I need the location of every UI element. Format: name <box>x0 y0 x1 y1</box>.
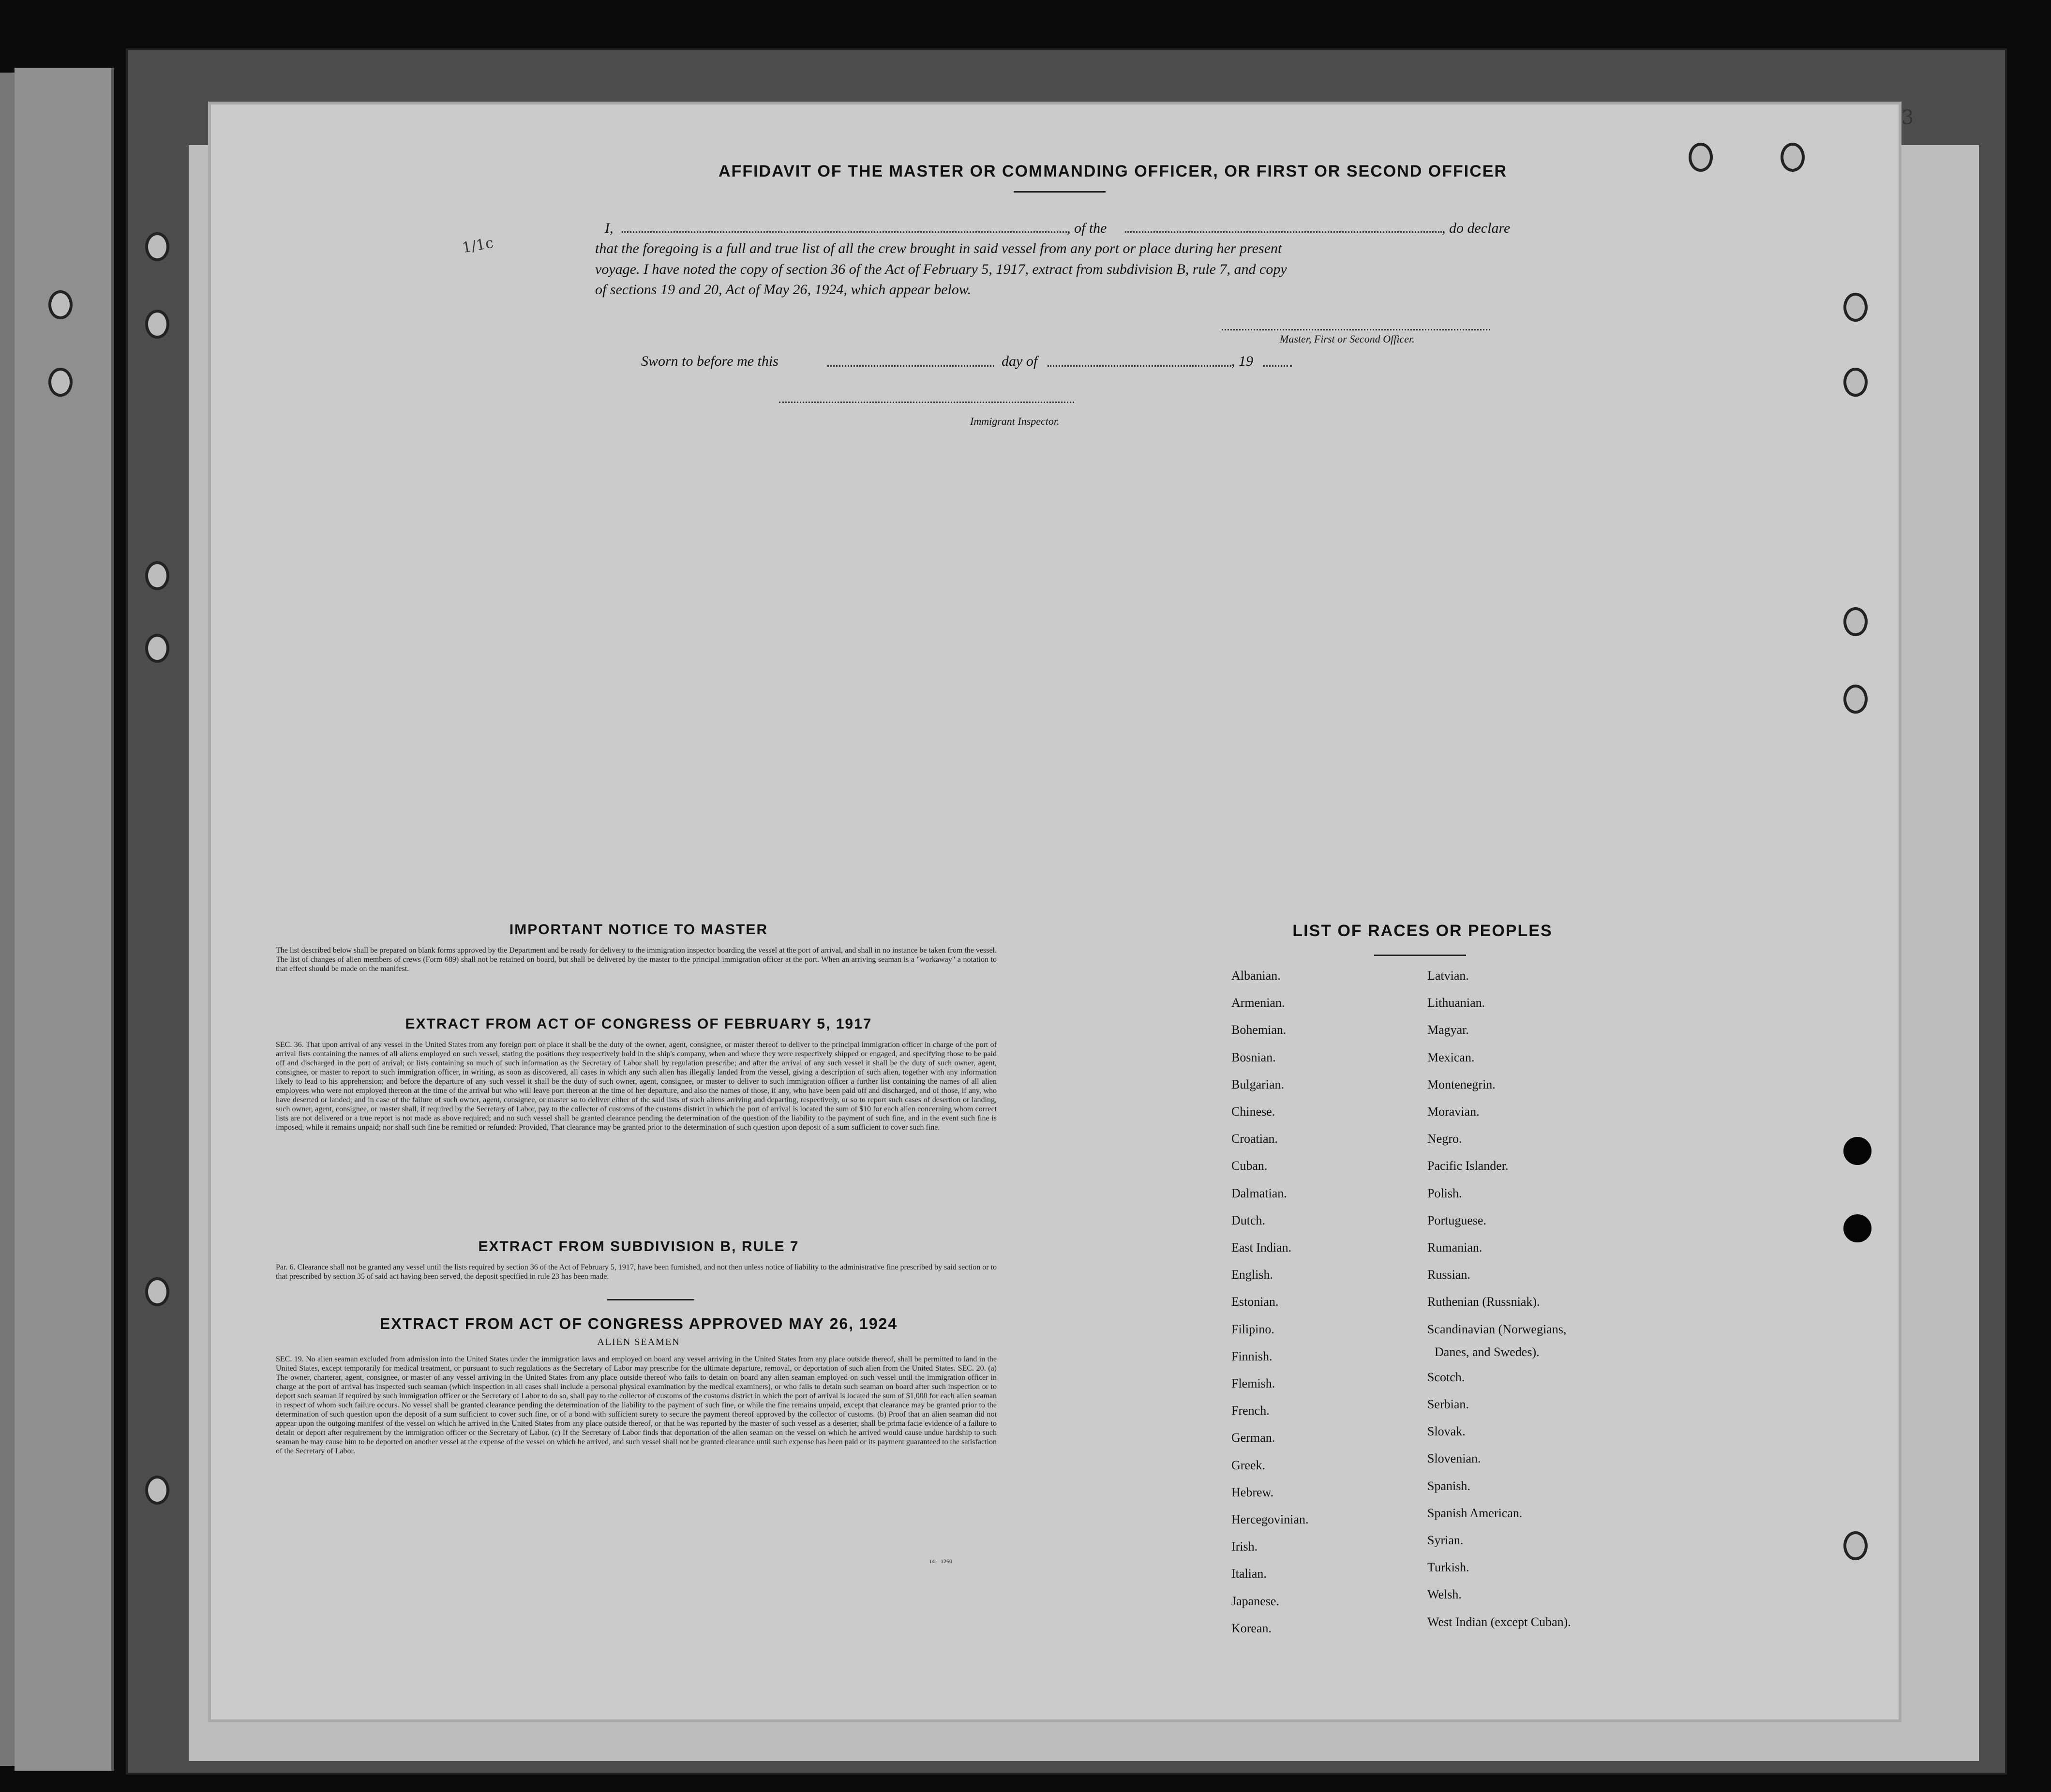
extract-1917-body: SEC. 36. That upon arrival of any vessel in the United States from any foreign port or place it shall be the duty of the owner, agent, consignee, or master thereof to deliver to the principal immigration officer in charge of the port of arrival lists containing the names of all aliens employed on such vessel, stating the positions they respectively hold in the ship's company, when and where they were respectively shipped or engaged, and specifying those to be paid off and discharged in the port of arrival; or lists containing so much of such information as the Secretary of Labor shall by regulation prescribe; and after the arrival of any such vessel it shall be the duty of such owner, agent, consignee, or master to report to such immigration officer, in writing, as soon as discovered, all cases in which any such alien has illegally landed from the vessel, giving a description of such alien, together with any information likely to lead to his apprehension; and before the departure of any such vessel it shall be the duty of such owner, agent, consignee, or master to deliver to such immigration officer a further list containing the names of all alien employees who were not employed thereon at the time of the arrival but who will leave port thereon at the time of her departure, and also the names of those, if any, who have been paid off and discharged, and of those, if any, who have deserted or landed; and in case of the failure of such owner, agent, consignee, or master so to deliver either of the said lists of such aliens arriving and departing, respectively, or so to report such cases of desertion or landing, such owner, agent, consignee, or master shall, if required by the Secretary of Labor, pay to the collector of customs of the customs district in which the port of arrival is located the sum of $10 for each alien concerning whom correct lists are not delivered or a true report is not made as above required; and no such vessel shall be granted clearance pending the determination of the question of the liability to the payment of such fine, and in the event such fine is imposed, while it remains unpaid; nor shall such fine be remitted or refunded: Provided, That clearance may be granted prior to the determination of such question upon deposit of a sum sufficient to cover such fine. <box>276 1041 997 1132</box>
punch-hole <box>145 1277 169 1306</box>
race-entry: Greek. <box>1231 1458 1266 1472</box>
affidavit-line4: of sections 19 and 20, Act of May 26, 1924, which appear below. <box>595 282 972 298</box>
race-entry: Dalmatian. <box>1231 1186 1287 1200</box>
affidavit-title: AFFIDAVIT OF THE MASTER OR COMMANDING OFFICER, OR FIRST OR SECOND OFFICER <box>719 162 1507 180</box>
punch-hole <box>145 561 169 590</box>
race-entry: Hercegovinian. <box>1231 1512 1309 1526</box>
punch-hole <box>1843 1214 1871 1242</box>
punch-hole <box>145 1476 169 1505</box>
race-entry: Mexican. <box>1427 1050 1475 1064</box>
month-blank <box>1048 365 1231 367</box>
race-entry: East Indian. <box>1231 1240 1292 1254</box>
race-entry-scand-cont: Danes, and Swedes). <box>1435 1345 1540 1359</box>
race-entry: Serbian. <box>1427 1397 1469 1411</box>
punch-hole <box>1689 143 1713 172</box>
race-entry: Slovenian. <box>1427 1451 1481 1466</box>
affidavit-declare: , do declare <box>1442 220 1511 236</box>
extract-1917-title: EXTRACT FROM ACT OF CONGRESS OF FEBRUARY 5, 1917 <box>405 1016 872 1032</box>
inspector-signature-line <box>779 402 1074 403</box>
race-entry: Moravian. <box>1427 1105 1480 1119</box>
race-entry: Polish. <box>1427 1186 1462 1200</box>
race-entry: Ruthenian (Russniak). <box>1427 1295 1540 1309</box>
race-entry: Spanish. <box>1427 1478 1470 1493</box>
punch-hole <box>145 634 169 663</box>
title-divider <box>1014 191 1106 193</box>
punch-hole <box>145 310 169 339</box>
race-entry: Armenian. <box>1231 996 1285 1010</box>
race-entry: Estonian. <box>1231 1295 1279 1309</box>
race-entry: Croatian. <box>1231 1132 1278 1146</box>
punch-hole <box>1843 685 1868 714</box>
punch-hole <box>1843 368 1868 397</box>
race-entry: Korean. <box>1231 1621 1272 1635</box>
race-entry: Flemish. <box>1231 1376 1275 1390</box>
race-entry: Lithuanian. <box>1427 996 1485 1010</box>
extract-1924-body: SEC. 19. No alien seaman excluded from admission into the United States under the immigration laws and employed on board any vessel arriving in the United States from any place outside thereof, shall be permitted to land in the United States, except temporarily for medical treatment, or pursuant to such regulations as the Secretary of Labor may prescribe for the ultimate departure, removal, or deportation of such alien from the United States. SEC. 20. (a) The owner, charterer, agent, consignee, or master of any vessel arriving in the United States from any place outside thereof who fails to detain on board any alien seaman employed on such vessel until the immigration officer in charge at the port of arrival has inspected such seaman (which inspection in all cases shall include a personal physical examination by the medical examiners), or who fails to detain such seaman on board after such inspection or to deport such seaman if required by such immigration officer or the Secretary of Labor to do so, shall pay to the collector of customs of the customs district in which the port of arrival is located the sum of $1,000 for each alien seaman in respect of whom such failure occurs. No vessel shall be granted clearance pending the determination of the liability to the payment of such fine, or while the fine remains unpaid, except that clearance may be granted prior to the determination of such question upon the deposit of a sum sufficient to cover such fine, or of a bond with sufficient surety to secure the payment thereof approved by the collector of customs. (b) Proof that an alien seaman did not appear upon the outgoing manifest of the vessel on which he arrived in the United States from any place outside thereof, or that he was reported by the master of such vessel as a deserter, shall be prima facie evidence of a failure to detain or deport after requirement by the immigration officer or the Secretary of Labor. (c) If the Secretary of Labor finds that deportation of the alien seaman on the vessel on which he arrived would cause undue hardship to such seaman he may cause him to be deported on another vessel at the expense of the vessel on which he arrived, and such vessel shall not be granted clearance until such expense has been paid or its payment guaranteed to the satisfaction of the Secretary of Labor. <box>276 1355 997 1455</box>
race-entry: Montenegrin. <box>1427 1077 1496 1091</box>
extract-1924-subtitle: ALIEN SEAMEN <box>597 1337 680 1347</box>
race-entry: Rumanian. <box>1427 1240 1482 1254</box>
race-entry: Pacific Islander. <box>1427 1159 1509 1173</box>
day-of-text: day of <box>1002 353 1038 369</box>
handwritten-mark: 1/1c <box>461 234 495 257</box>
year-text: , 19 <box>1231 353 1253 369</box>
left-binding-strip <box>15 68 114 1771</box>
race-entry: Scandinavian (Norwegians, <box>1427 1322 1567 1336</box>
race-entry: Bulgarian. <box>1231 1077 1285 1091</box>
punch-hole <box>48 368 73 397</box>
race-entry: Turkish. <box>1427 1560 1469 1575</box>
race-entry: Slovak. <box>1427 1424 1466 1439</box>
race-entry: Spanish American. <box>1427 1506 1523 1520</box>
notice-body: The list described below shall be prepared on blank forms approved by the Department and be ready for delivery to the immigration inspector boarding the vessel at the port of arrival, and shall in no instance be taken from the vessel. The list of changes of alien members of crews (Form 689) shall not be retained on board, but shall be delivered by the master to the principal immigration officer at the port. When an arriving seaman is a "workaway" a notation to that effect should be made on the manifest. <box>276 946 997 973</box>
race-entry: Hebrew. <box>1231 1485 1274 1499</box>
race-entry: Finnish. <box>1231 1349 1273 1363</box>
rule7-title: EXTRACT FROM SUBDIVISION B, RULE 7 <box>478 1239 799 1254</box>
affidavit-i: I, <box>605 220 614 236</box>
punch-hole <box>145 232 169 261</box>
punch-hole <box>1781 143 1805 172</box>
vessel-blank <box>1125 231 1442 233</box>
race-entry: Japanese. <box>1231 1594 1279 1608</box>
section-divider <box>607 1299 694 1300</box>
punch-hole <box>1843 1137 1871 1165</box>
race-entry: Dutch. <box>1231 1213 1266 1227</box>
race-entry: Scotch. <box>1427 1370 1465 1384</box>
race-entry: Italian. <box>1231 1567 1267 1581</box>
race-entry: Welsh. <box>1427 1587 1462 1602</box>
rule7-body: Par. 6. Clearance shall not be granted any vessel until the lists required by section 36 of the Act of February 5, 1917, have been furnished, and not then unless notice of liability to the administrative fine prescribed by said section or to that prescribed by section 35 of said act having been served, the deposit specified in rule 23 has been made. <box>276 1263 997 1281</box>
name-blank <box>622 231 1067 233</box>
year-blank <box>1263 365 1292 367</box>
race-entry: Chinese. <box>1231 1105 1275 1119</box>
punch-hole <box>48 290 73 319</box>
master-signature-label: Master, First or Second Officer. <box>1280 333 1415 345</box>
race-entry: Irish. <box>1231 1539 1258 1554</box>
affidavit-line2: that the foregoing is a full and true list of all the crew brought in said vessel from any port or place during her present <box>595 240 1282 256</box>
affidavit-of-the: , of the <box>1067 220 1107 236</box>
race-entry: Negro. <box>1427 1132 1462 1146</box>
race-entry: Russian. <box>1427 1268 1470 1282</box>
form-number: 14—1260 <box>929 1558 952 1565</box>
notice-title: IMPORTANT NOTICE TO MASTER <box>509 922 768 938</box>
races-divider <box>1374 955 1466 956</box>
inspector-label: Immigrant Inspector. <box>970 415 1060 427</box>
race-entry: Bohemian. <box>1231 1023 1287 1037</box>
punch-hole <box>1843 607 1868 636</box>
race-entry: English. <box>1231 1268 1273 1282</box>
race-entry: Latvian. <box>1427 969 1469 983</box>
races-title: LIST OF RACES OR PEOPLES <box>1292 922 1553 940</box>
extract-1924-title: EXTRACT FROM ACT OF CONGRESS APPROVED MAY 26, 1924 <box>379 1315 898 1332</box>
race-entry: French. <box>1231 1404 1270 1418</box>
punch-hole <box>1843 1531 1868 1560</box>
day-blank <box>827 365 994 367</box>
race-entry: Portuguese. <box>1427 1213 1487 1227</box>
race-entry: Bosnian. <box>1231 1050 1276 1064</box>
page-number-annotation: 3 <box>1901 106 1914 129</box>
affidavit-line3: voyage. I have noted the copy of section 36 of the Act of February 5, 1917, extract from subdivision B, rule 7, and copy <box>595 261 1287 277</box>
document-page <box>208 102 1901 1722</box>
race-entry: West Indian (except Cuban). <box>1427 1614 1571 1629</box>
punch-hole <box>1843 293 1868 322</box>
race-entry: Magyar. <box>1427 1023 1469 1037</box>
race-entry: Syrian. <box>1427 1533 1464 1547</box>
sworn-text: Sworn to before me this <box>641 353 778 369</box>
race-entry: Albanian. <box>1231 969 1281 983</box>
race-entry: Filipino. <box>1231 1322 1274 1336</box>
race-entry: German. <box>1231 1431 1275 1445</box>
master-signature-line <box>1222 329 1490 330</box>
race-entry: Cuban. <box>1231 1159 1268 1173</box>
